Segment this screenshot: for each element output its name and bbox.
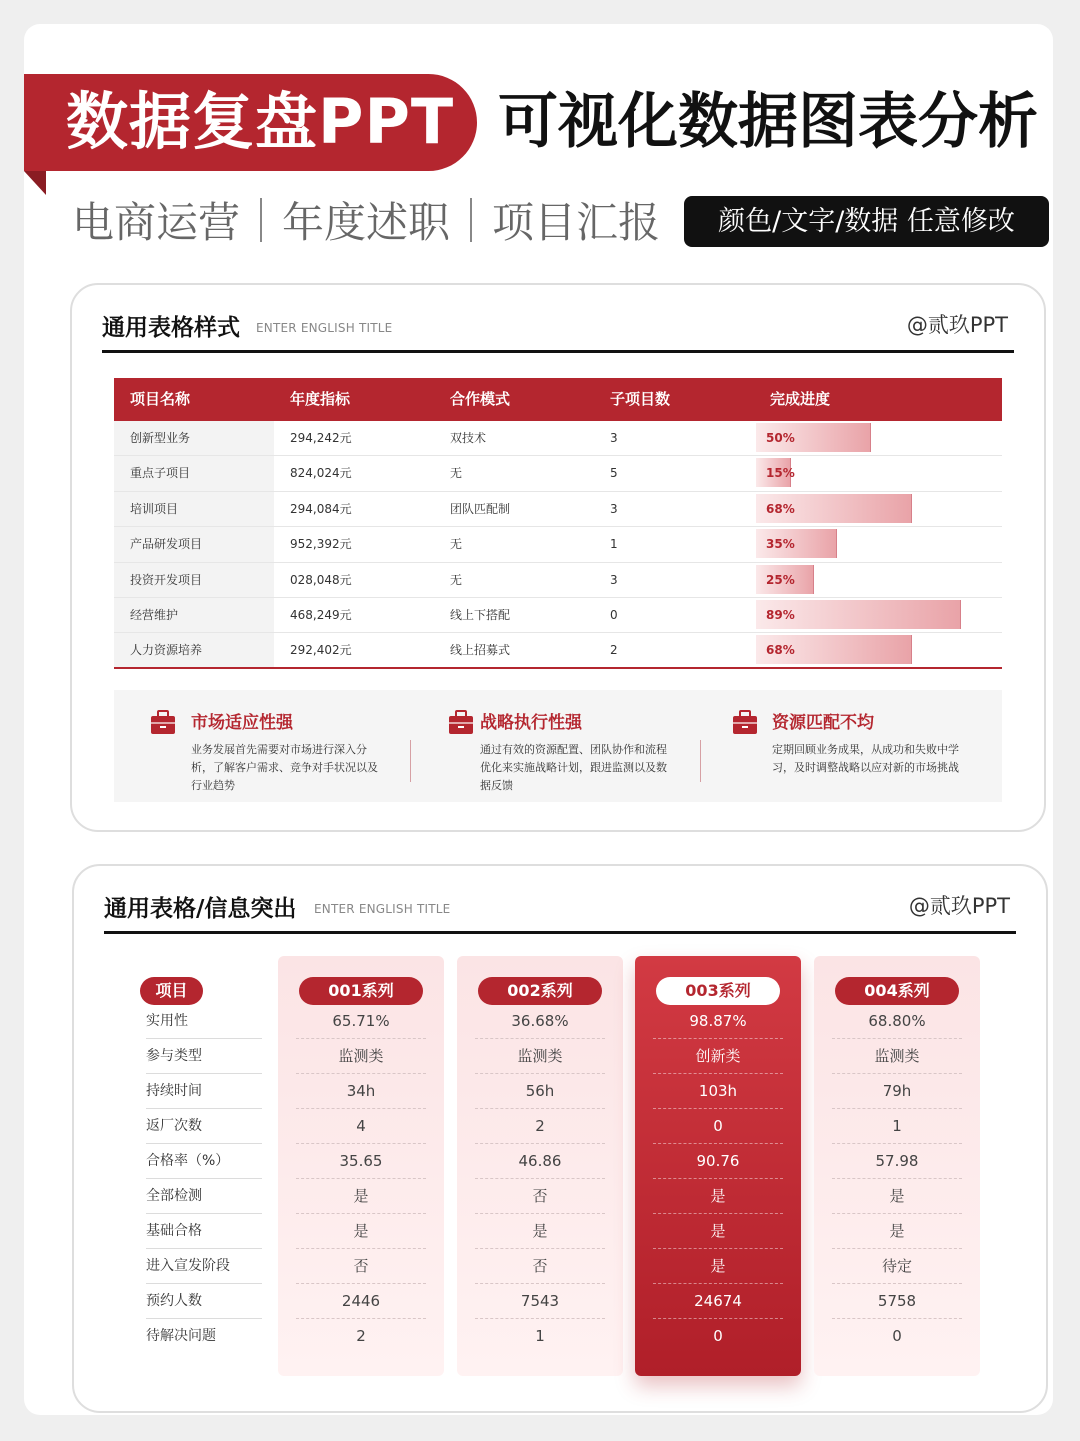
series-value: 创新类 bbox=[653, 1039, 783, 1074]
table-body bbox=[114, 421, 1002, 669]
mode-cell: 无 bbox=[450, 572, 463, 587]
series-value: 79h bbox=[832, 1074, 962, 1109]
briefcase-icon bbox=[732, 710, 758, 736]
tag-item: 电商运营 bbox=[72, 198, 241, 247]
ribbon-fold bbox=[24, 171, 46, 195]
count-cell: 1 bbox=[610, 537, 618, 552]
main-title: 数据复盘PPT bbox=[66, 85, 455, 158]
progress-label: 50% bbox=[766, 431, 795, 445]
target-cell: 468,249元 bbox=[290, 607, 352, 622]
series-value: 36.68% bbox=[475, 1004, 605, 1039]
feature-title: 战略执行性强 bbox=[480, 713, 582, 733]
table-row bbox=[114, 598, 1002, 633]
feature-item bbox=[114, 690, 410, 802]
series-value: 56h bbox=[475, 1074, 605, 1109]
target-cell: 824,024元 bbox=[290, 466, 352, 481]
target-cell: 952,392元 bbox=[290, 537, 352, 552]
progress-cell bbox=[754, 527, 1002, 561]
series-column bbox=[278, 956, 444, 1376]
row-label: 合格率（%） bbox=[146, 1144, 262, 1179]
progress-cell bbox=[754, 492, 1002, 526]
progress-cell bbox=[754, 633, 1002, 666]
feature-divider bbox=[410, 740, 411, 782]
series-value: 46.86 bbox=[475, 1144, 605, 1179]
series-column bbox=[814, 956, 980, 1376]
feature-desc: 通过有效的资源配置、团队协作和流程优化来实施战略计划，跟进监测以及数据反馈 bbox=[480, 743, 667, 792]
mode-cell: 无 bbox=[450, 537, 463, 552]
count-cell: 5 bbox=[610, 466, 618, 481]
row-label: 持续时间 bbox=[146, 1074, 262, 1109]
series-value: 是 bbox=[832, 1214, 962, 1249]
table-header bbox=[114, 378, 1002, 421]
target-cell: 028,048元 bbox=[290, 572, 352, 587]
series-value: 1 bbox=[832, 1109, 962, 1144]
project-table bbox=[114, 378, 1002, 669]
mode-cell: 双技术 bbox=[450, 431, 487, 445]
series-value: 0 bbox=[653, 1109, 783, 1144]
series-value: 是 bbox=[653, 1214, 783, 1249]
series-name-pill: 001系列 bbox=[299, 977, 423, 1005]
card-brand: @贰玖PPT bbox=[908, 894, 1010, 918]
column-header: 完成进度 bbox=[770, 390, 831, 408]
series-comparison-table bbox=[74, 866, 1050, 1415]
mode-cell: 团队匹配制 bbox=[450, 501, 511, 516]
feature-desc: 业务发展首先需要对市场进行深入分析，了解客户需求、竞争对手状况以及行业趋势 bbox=[191, 743, 378, 792]
briefcase-icon bbox=[448, 710, 474, 736]
series-value: 2446 bbox=[296, 1284, 426, 1319]
series-column bbox=[457, 956, 623, 1376]
series-value: 否 bbox=[475, 1249, 605, 1284]
target-cell: 294,084元 bbox=[290, 501, 352, 516]
tag-separator bbox=[260, 198, 262, 242]
series-name-pill: 004系列 bbox=[835, 977, 959, 1005]
series-value: 2 bbox=[356, 1327, 366, 1345]
row-label: 返厂次数 bbox=[146, 1109, 262, 1144]
tag-item: 项目汇报 bbox=[492, 198, 661, 247]
series-value: 103h bbox=[653, 1074, 783, 1109]
column-header: 合作模式 bbox=[450, 390, 511, 408]
table-row bbox=[114, 492, 1002, 527]
target-cell: 294,242元 bbox=[290, 431, 352, 445]
series-value: 68.80% bbox=[832, 1004, 962, 1039]
table-row bbox=[114, 563, 1002, 598]
briefcase-icon bbox=[150, 710, 176, 736]
feature-divider bbox=[700, 740, 701, 782]
highlight-table-card bbox=[72, 864, 1048, 1413]
series-value: 5758 bbox=[832, 1284, 962, 1319]
feature-title: 资源匹配不均 bbox=[772, 713, 874, 733]
feature-title: 市场适应性强 bbox=[191, 713, 293, 733]
series-value: 0 bbox=[713, 1327, 723, 1345]
label-header-pill: 项目 bbox=[140, 977, 203, 1005]
count-cell: 3 bbox=[610, 501, 618, 516]
series-value: 0 bbox=[892, 1327, 902, 1345]
row-label: 待解决问题 bbox=[146, 1328, 216, 1344]
row-label: 全部检测 bbox=[146, 1179, 262, 1214]
series-value: 65.71% bbox=[296, 1004, 426, 1039]
table-row bbox=[114, 421, 1002, 456]
mode-cell: 线上下搭配 bbox=[450, 607, 511, 622]
series-value: 98.87% bbox=[653, 1004, 783, 1039]
feature-desc: 定期回顾业务成果，从成功和失败中学习，及时调整战略以应对新的市场挑战 bbox=[772, 743, 959, 774]
tag-item: 年度述职 bbox=[282, 198, 451, 247]
series-column-highlighted bbox=[635, 956, 801, 1376]
series-value: 57.98 bbox=[832, 1144, 962, 1179]
table-style-card bbox=[70, 283, 1046, 832]
count-cell: 3 bbox=[610, 572, 618, 587]
table-row bbox=[114, 633, 1002, 668]
series-value: 34h bbox=[296, 1074, 426, 1109]
series-name-pill: 002系列 bbox=[478, 977, 602, 1005]
row-label: 实用性 bbox=[146, 1004, 262, 1039]
progress-label: 68% bbox=[766, 643, 795, 658]
series-value: 35.65 bbox=[296, 1144, 426, 1179]
column-header: 子项目数 bbox=[610, 390, 671, 408]
project-name-cell: 创新型业务 bbox=[114, 421, 274, 455]
progress-label: 25% bbox=[766, 572, 795, 587]
count-cell: 0 bbox=[610, 607, 618, 622]
project-name-cell: 经营维护 bbox=[114, 598, 274, 632]
series-name-pill: 003系列 bbox=[656, 977, 780, 1005]
series-value: 24674 bbox=[653, 1284, 783, 1319]
project-name-cell: 人力资源培养 bbox=[114, 633, 274, 666]
count-cell: 3 bbox=[610, 431, 618, 445]
card-header bbox=[102, 307, 1014, 353]
series-value: 1 bbox=[535, 1327, 545, 1345]
card-title: 通用表格/信息突出 bbox=[104, 896, 297, 922]
card-english-title: ENTER ENGLISH TITLE bbox=[256, 321, 393, 335]
card-brand: @贰玖PPT bbox=[906, 313, 1008, 337]
row-label: 参与类型 bbox=[146, 1039, 262, 1074]
progress-cell bbox=[754, 563, 1002, 597]
progress-cell bbox=[754, 421, 1002, 455]
series-value: 是 bbox=[296, 1214, 426, 1249]
feature-item bbox=[410, 690, 706, 802]
column-header: 项目名称 bbox=[130, 390, 191, 408]
project-name-cell: 投资开发项目 bbox=[114, 563, 274, 597]
feature-item bbox=[706, 690, 1002, 802]
tag-separator bbox=[470, 198, 472, 242]
series-value: 90.76 bbox=[653, 1144, 783, 1179]
project-name-cell: 产品研发项目 bbox=[114, 527, 274, 561]
series-value: 待定 bbox=[832, 1249, 962, 1284]
series-value: 监测类 bbox=[296, 1039, 426, 1074]
target-cell: 292,402元 bbox=[290, 643, 352, 658]
count-cell: 2 bbox=[610, 643, 618, 658]
series-value: 否 bbox=[296, 1249, 426, 1284]
row-label: 预约人数 bbox=[146, 1284, 262, 1319]
row-label: 进入宣发阶段 bbox=[146, 1249, 262, 1284]
progress-label: 15% bbox=[766, 466, 795, 481]
progress-label: 68% bbox=[766, 501, 795, 516]
sub-title: 可视化数据图表分析 bbox=[498, 87, 1038, 157]
series-value: 监测类 bbox=[832, 1039, 962, 1074]
edit-badge: 颜色/文字/数据 任意修改 bbox=[684, 196, 1049, 247]
mode-cell: 线上招募式 bbox=[450, 643, 511, 658]
table-row bbox=[114, 527, 1002, 562]
series-value: 是 bbox=[475, 1214, 605, 1249]
series-value: 2 bbox=[475, 1109, 605, 1144]
progress-cell bbox=[754, 456, 1002, 490]
column-header: 年度指标 bbox=[290, 390, 351, 408]
progress-label: 35% bbox=[766, 537, 795, 552]
project-name-cell: 培训项目 bbox=[114, 492, 274, 526]
series-value: 7543 bbox=[475, 1284, 605, 1319]
series-value: 监测类 bbox=[475, 1039, 605, 1074]
series-value: 是 bbox=[653, 1179, 783, 1214]
project-name-cell: 重点子项目 bbox=[114, 456, 274, 490]
card-title: 通用表格样式 bbox=[102, 315, 240, 341]
series-value: 4 bbox=[296, 1109, 426, 1144]
progress-cell bbox=[754, 598, 1002, 632]
feature-strip bbox=[114, 690, 1002, 802]
series-value: 是 bbox=[653, 1249, 783, 1284]
series-value: 是 bbox=[832, 1179, 962, 1214]
progress-label: 89% bbox=[766, 607, 795, 622]
mode-cell: 无 bbox=[450, 466, 463, 481]
table-row bbox=[114, 456, 1002, 491]
card-english-title: ENTER ENGLISH TITLE bbox=[314, 902, 451, 916]
series-value: 是 bbox=[296, 1179, 426, 1214]
tag-list bbox=[72, 192, 660, 248]
page-sheet bbox=[24, 24, 1053, 1415]
series-value: 否 bbox=[475, 1179, 605, 1214]
row-label: 基础合格 bbox=[146, 1214, 262, 1249]
